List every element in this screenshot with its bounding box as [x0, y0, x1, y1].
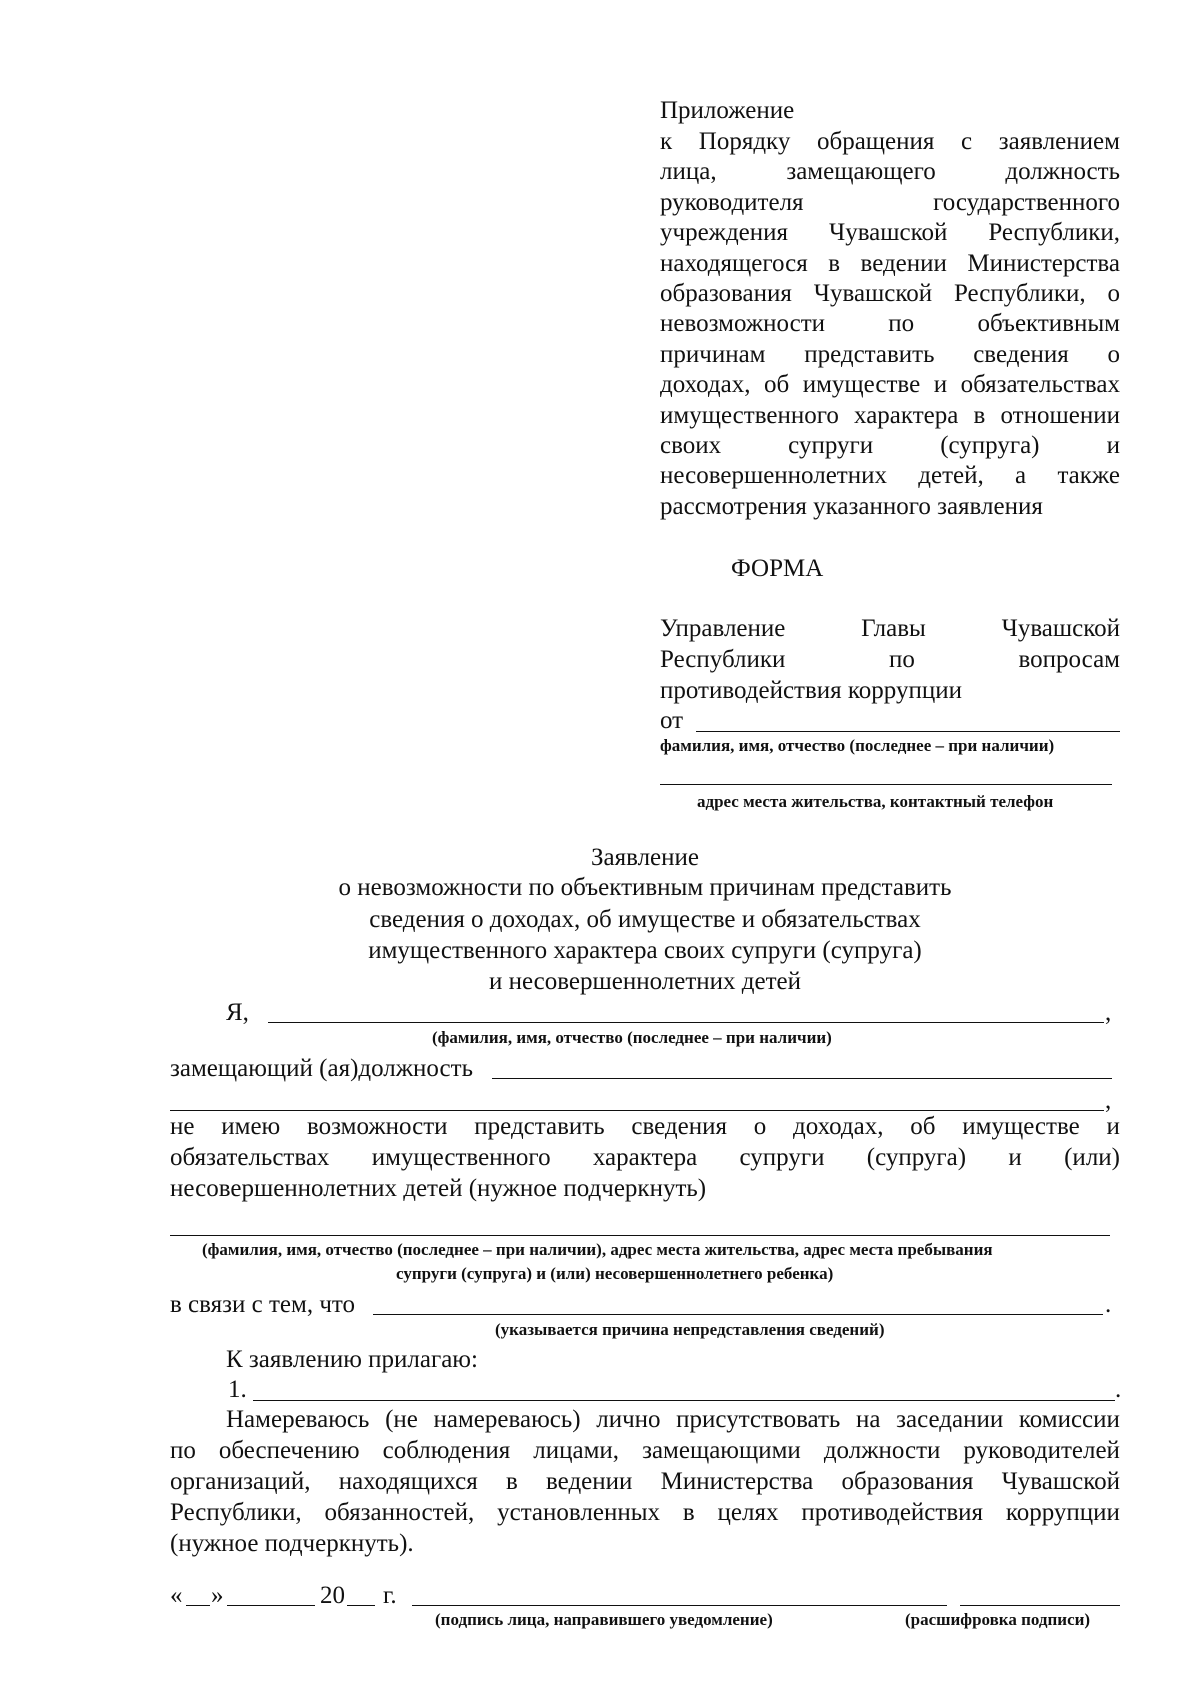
from-name-hint: фамилия, имя, отчество (последнее – при наличии)	[660, 736, 1055, 755]
word: лицами,	[533, 1437, 620, 1464]
intend-line-3	[170, 1467, 1120, 1497]
word: о	[1107, 280, 1120, 307]
word: несовершеннолетних	[660, 462, 887, 490]
word: своих	[660, 432, 722, 459]
year-prefix: 20	[320, 1582, 345, 1609]
reason-input-line[interactable]	[373, 1314, 1103, 1315]
word: сведения	[973, 340, 1069, 368]
spouse-info-line[interactable]	[170, 1235, 1110, 1236]
position-input-line-2[interactable]	[170, 1110, 1104, 1111]
word: а	[1015, 462, 1027, 490]
name-hint: (фамилия, имя, отчество (последнее – при наличии)	[432, 1028, 832, 1047]
word: невозможности	[660, 310, 826, 338]
word: имуществе	[802, 371, 921, 399]
word: объективным	[977, 310, 1120, 338]
word: и	[1106, 432, 1120, 459]
word: образования	[660, 280, 792, 307]
word: Республики,	[953, 280, 1086, 307]
word: об	[764, 371, 790, 399]
unable-line-1	[170, 1112, 1120, 1142]
word: Порядку	[698, 128, 791, 155]
word: не	[170, 1113, 195, 1140]
word: Министерства	[967, 249, 1120, 277]
position-input-line[interactable]	[492, 1078, 1112, 1079]
word: в	[505, 1468, 518, 1495]
word: вопросам	[1018, 646, 1120, 673]
word: Чувашской	[828, 219, 948, 247]
signature-line[interactable]	[412, 1605, 947, 1606]
from-label: от	[660, 707, 684, 734]
word: заявлением	[998, 128, 1120, 155]
word: характера	[854, 401, 959, 429]
addressee-line-3: противодействия коррупции	[660, 677, 962, 704]
word: находящихся	[338, 1468, 478, 1495]
statement-subtitle-3: имущественного характера своих супруги (супруга)	[368, 937, 922, 964]
from-name-line[interactable]	[696, 731, 1120, 732]
word: руководителей	[963, 1437, 1120, 1464]
word: обращения	[816, 128, 935, 155]
appendix-line	[660, 431, 1120, 461]
word: супруги	[788, 432, 874, 459]
attach-item-line[interactable]	[253, 1400, 1115, 1401]
name-comma: ,	[1105, 999, 1112, 1026]
word: образования	[841, 1468, 974, 1495]
date-open-quote: «	[170, 1582, 183, 1609]
word: обязательствах	[170, 1144, 330, 1171]
attach-item-number: 1.	[228, 1376, 247, 1403]
appendix-line	[660, 340, 1120, 370]
word: коррупции	[1005, 1499, 1120, 1526]
word: Чувашской	[813, 280, 933, 307]
date-year-line[interactable]	[347, 1605, 375, 1606]
word: и	[1106, 1113, 1120, 1140]
word: организаций,	[170, 1468, 311, 1495]
name-input-line[interactable]	[268, 1022, 1104, 1023]
word: Республики,	[170, 1499, 302, 1526]
unable-line-2	[170, 1143, 1120, 1173]
intend-line-4	[170, 1498, 1120, 1528]
reason-label: в связи с тем, что	[170, 1291, 355, 1318]
word: представить	[474, 1113, 605, 1140]
word: об	[910, 1113, 936, 1140]
word: Чувашской	[1001, 1468, 1120, 1495]
address-hint: адрес места жительства, контактный телефон	[697, 792, 1054, 811]
word: детей,	[918, 462, 984, 490]
word: в	[973, 401, 986, 429]
word: целях	[717, 1499, 779, 1526]
word: лица,	[660, 158, 717, 186]
appendix-line	[660, 309, 1120, 339]
word: по	[889, 646, 915, 673]
word: в	[828, 249, 841, 277]
word: (супруга)	[940, 432, 1040, 459]
word: также	[1057, 462, 1120, 490]
appendix-line	[660, 127, 1120, 157]
addressee-line-2	[660, 645, 1120, 675]
word: Главы	[861, 615, 926, 642]
appendix-title: Приложение	[660, 97, 795, 124]
attach-period: .	[1115, 1376, 1122, 1403]
word: Республики	[660, 646, 786, 673]
appendix-line	[660, 157, 1120, 187]
word: по	[888, 310, 915, 338]
appendix-last-line: рассмотрения указанного заявления	[660, 493, 1043, 520]
word: руководителя	[660, 188, 804, 216]
word: и	[933, 371, 948, 399]
word: обязательствах	[960, 371, 1120, 399]
word: к	[660, 128, 673, 155]
word: Управление	[660, 615, 786, 642]
word: Министерства	[660, 1468, 814, 1495]
word: супруги	[739, 1144, 825, 1171]
word: имущественного	[660, 401, 839, 429]
intend-line-5: (нужное подчеркнуть).	[170, 1530, 414, 1557]
decode-hint: (расшифровка подписи)	[905, 1610, 1091, 1629]
word: ведении	[546, 1468, 633, 1495]
word: учреждения	[660, 219, 789, 247]
i-label: Я,	[226, 999, 249, 1026]
word: отношении	[1000, 401, 1120, 429]
word: замещающими	[642, 1437, 801, 1464]
reason-period: .	[1105, 1291, 1112, 1318]
word: о	[753, 1113, 767, 1140]
spouse-hint-1: (фамилия, имя, отчество (последнее – при наличии), адрес места жительства, адрес места пребывания	[202, 1240, 993, 1259]
word: должности	[823, 1437, 941, 1464]
word: доходах,	[660, 371, 751, 399]
intend-line-2	[170, 1436, 1120, 1466]
statement-subtitle-4: и несовершеннолетних детей	[488, 968, 802, 995]
word: заседании	[896, 1406, 1004, 1433]
signature-hint: (подпись лица, направившего уведомление)	[435, 1610, 773, 1629]
word: Республики,	[988, 219, 1120, 247]
addressee-line-1	[660, 614, 1120, 644]
word: (не	[385, 1406, 418, 1433]
intend-line-1	[226, 1405, 1120, 1435]
word: соблюдения	[382, 1437, 511, 1464]
word: лично	[596, 1406, 661, 1433]
position-comma: ,	[1105, 1087, 1112, 1114]
word: в	[682, 1499, 695, 1526]
word: обеспечению	[218, 1437, 360, 1464]
word: с	[961, 128, 973, 155]
appendix-line	[660, 279, 1120, 309]
date-month-line[interactable]	[227, 1605, 315, 1606]
date-close-quote: »	[211, 1582, 224, 1609]
unable-line-3: несовершеннолетних детей (нужное подчеркнуть)	[170, 1175, 707, 1202]
appendix-line	[660, 218, 1120, 248]
word: причинам	[660, 340, 766, 368]
word: характера	[592, 1144, 698, 1171]
word: и	[1008, 1144, 1022, 1171]
appendix-line	[660, 401, 1120, 431]
word: возможности	[307, 1113, 448, 1140]
statement-subtitle-2: сведения о доходах, об имуществе и обязательствах	[369, 906, 921, 933]
position-label: замещающий (ая)должность	[170, 1055, 473, 1082]
word: имущественного	[371, 1144, 551, 1171]
word: обязанностей,	[324, 1499, 475, 1526]
word: замещающего	[786, 158, 936, 186]
word: Чувашской	[1001, 615, 1120, 642]
word: государственного	[933, 188, 1120, 216]
word: должность	[1005, 158, 1120, 186]
word: присутствовать	[676, 1406, 841, 1433]
attach-label: К заявлению прилагаю:	[226, 1346, 478, 1373]
year-suffix: г.	[383, 1582, 397, 1609]
word: (или)	[1064, 1144, 1120, 1171]
word: ведении	[860, 249, 947, 277]
word: по	[170, 1437, 196, 1464]
word: сведения	[631, 1113, 727, 1140]
appendix-line	[660, 461, 1120, 491]
word: намереваюсь)	[433, 1406, 581, 1433]
word: комиссии	[1018, 1406, 1120, 1433]
word: установленных	[497, 1499, 660, 1526]
word: Намереваюсь	[226, 1406, 370, 1433]
word: находящегося	[660, 249, 808, 277]
form-label: ФОРМА	[731, 555, 824, 582]
address-line[interactable]	[660, 784, 1112, 785]
spouse-hint-2: супруги (супруга) и (или) несовершеннолетнего ребенка)	[396, 1264, 834, 1283]
statement-subtitle-1: о невозможности по объективным причинам представить	[338, 874, 952, 901]
word: имею	[221, 1113, 281, 1140]
appendix-line	[660, 249, 1120, 279]
date-day-line[interactable]	[186, 1605, 210, 1606]
word: доходах,	[793, 1113, 884, 1140]
word: о	[1107, 340, 1120, 368]
word: (супруга)	[866, 1144, 967, 1171]
word: на	[855, 1406, 881, 1433]
reason-hint: (указывается причина непредставления сведений)	[495, 1320, 885, 1339]
appendix-line	[660, 370, 1120, 400]
word: представить	[804, 340, 935, 368]
signature-decode-line[interactable]	[960, 1605, 1120, 1606]
statement-title: Заявление	[590, 844, 700, 871]
word: имуществе	[962, 1113, 1080, 1140]
appendix-line	[660, 188, 1120, 218]
word: противодействия	[801, 1499, 984, 1526]
